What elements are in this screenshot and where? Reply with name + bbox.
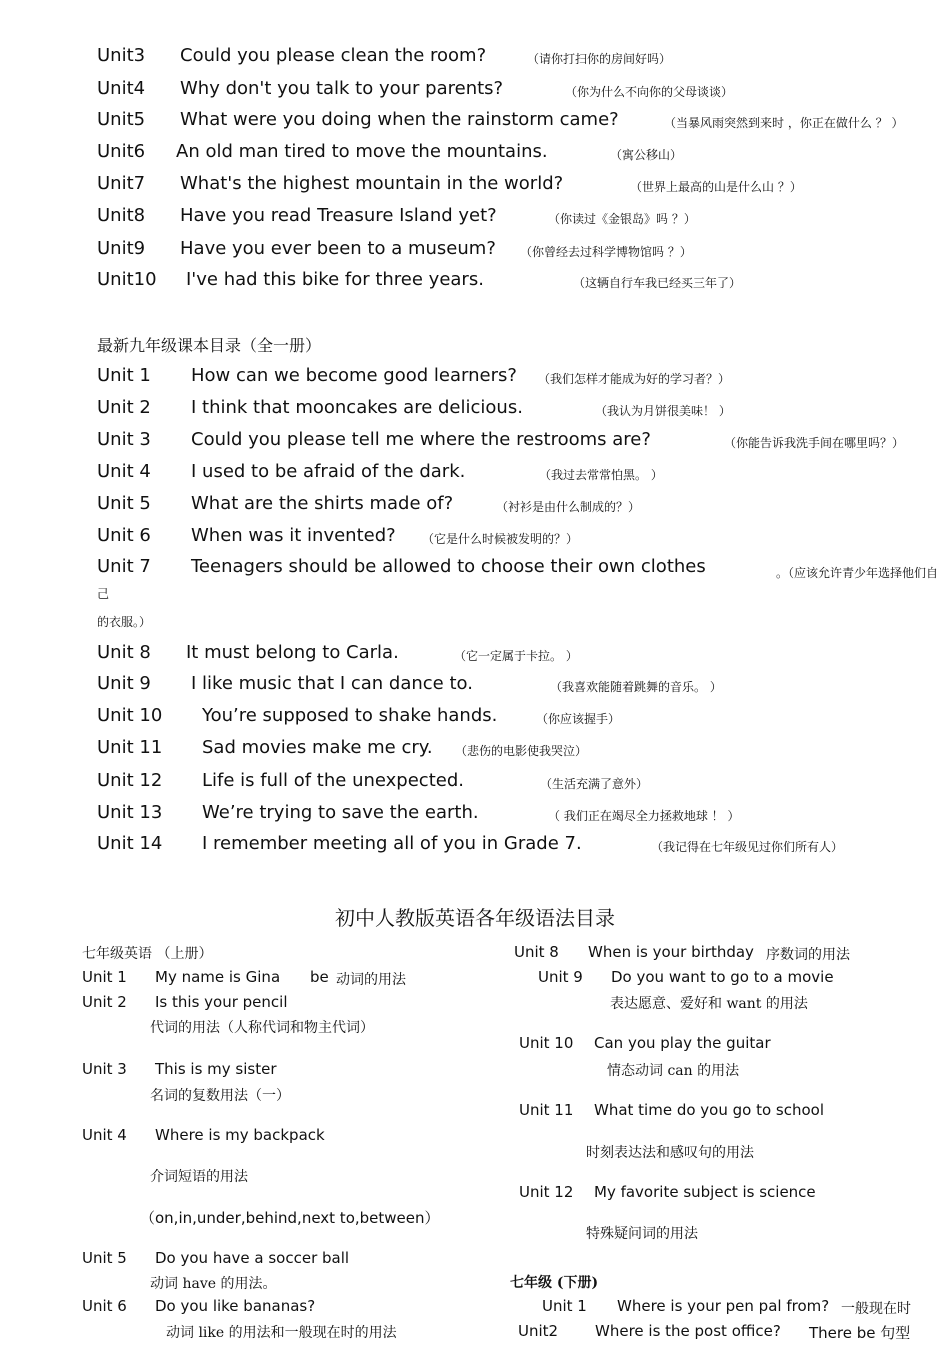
unit-translation: （生活充满了意外） — [540, 777, 649, 791]
list-item: Unit 2 — [97, 397, 151, 418]
unit-title: Have you ever been to a museum? — [180, 238, 496, 259]
list-item: Unit 8 — [97, 642, 151, 663]
grammar-note: 情态动词 can 的用法 — [607, 1063, 740, 1079]
unit-title: It must belong to Carla. — [186, 642, 399, 663]
grammar-title: 初中人教版英语各年级语法目录 — [335, 906, 615, 930]
grammar-note: 代词的用法（人称代词和物主代词） — [150, 1020, 374, 1036]
unit-title: My name is Gina — [155, 968, 281, 986]
list-item: Unit3 — [97, 45, 146, 66]
unit-title: Could you please clean the room? — [180, 45, 487, 66]
list-item: Unit 5 — [97, 493, 151, 514]
unit-translation: （ 我们正在竭尽全力拯救地球 ！ ） — [548, 809, 740, 823]
list-item: Unit 1 — [82, 968, 127, 986]
unit-translation: （悲伤的电影使我哭泣） — [455, 744, 588, 758]
unit-title: I like music that I can dance to. — [191, 673, 473, 694]
unit-translation: （你为什么不向你的父母谈谈） — [565, 85, 734, 99]
unit-title: What were you doing when the rainstorm came? — [180, 109, 619, 130]
unit-title: I've had this bike for three years. — [186, 269, 484, 290]
unit-translation: （请你打扫你的房间好吗） — [527, 52, 672, 66]
unit-title: I think that mooncakes are delicious. — [191, 397, 523, 418]
grade7-lower-heading: 七年级 (下册) — [510, 1275, 599, 1291]
unit-title: Where is the post office? — [595, 1322, 781, 1340]
grammar-note: 名词的复数用法（一） — [150, 1088, 290, 1104]
unit-title: I used to be afraid of the dark. — [191, 461, 466, 482]
list-item: Unit 2 — [82, 993, 127, 1011]
unit-title: Sad movies make me cry. — [202, 737, 433, 758]
unit-translation: （它是什么时候被发明的？） — [422, 532, 579, 546]
unit-title: You’re supposed to shake hands. — [202, 705, 498, 726]
grammar-note: There be 句型 — [809, 1324, 911, 1342]
unit-title: When is your birthday — [588, 943, 754, 961]
unit-translation: （它一定属于卡拉。 ） — [454, 649, 578, 663]
unit-title: I remember meeting all of you in Grade 7. — [202, 833, 582, 854]
unit-title: This is my sister — [155, 1060, 277, 1078]
unit-translation: （我们怎样才能成为好的学习者？） — [538, 372, 731, 386]
unit-translation: （当暴风雨突然到来时 ，你正在做什么 ？ ） — [664, 116, 904, 130]
list-item: Unit 14 — [97, 833, 163, 854]
list-item: Unit 9 — [97, 673, 151, 694]
list-item: Unit 11 — [97, 737, 163, 758]
grammar-note: 动词 like 的用法和一般现在时的用法 — [166, 1325, 397, 1341]
list-item: Unit7 — [97, 173, 146, 194]
unit-title: Where is my backpack — [155, 1126, 325, 1144]
grade7-upper-heading: 七年级英语 （上册） — [82, 946, 213, 962]
unit-translation-cont: 的衣服。） — [97, 615, 152, 629]
unit-translation: （我过去常常怕黑。 ） — [539, 468, 663, 482]
list-item: Unit 10 — [97, 705, 163, 726]
unit-title: Do you like bananas? — [155, 1297, 316, 1315]
unit-title: Why don't you talk to your parents? — [180, 78, 504, 99]
unit-title: Do you want to go to a movie — [611, 968, 834, 986]
list-item: Unit8 — [97, 205, 146, 226]
unit-translation: （寓公移山） — [610, 148, 683, 162]
list-item: Unit9 — [97, 238, 146, 259]
unit-translation: （你曾经去过科学博物馆吗 ？） — [520, 245, 692, 259]
unit-title: Could you please tell me where the restrooms are? — [191, 429, 651, 450]
list-item: Unit 6 — [82, 1297, 127, 1315]
unit-translation: （你应该握手） — [536, 712, 621, 726]
grammar-note-en: be — [310, 968, 329, 986]
grammar-note: 特殊疑问词的用法 — [586, 1226, 698, 1242]
list-item: Unit 12 — [519, 1183, 574, 1201]
list-item: Unit 1 — [97, 365, 151, 386]
unit-title: Life is full of the unexpected. — [202, 770, 464, 791]
unit-title: How can we become good learners? — [191, 365, 517, 386]
unit-title: Teenagers should be allowed to choose their own clothes — [191, 556, 706, 577]
unit-title: What time do you go to school — [594, 1101, 825, 1119]
grammar-note: 动词 have 的用法。 — [150, 1276, 277, 1292]
unit-title: My favorite subject is science — [594, 1183, 816, 1201]
list-item: Unit10 — [97, 269, 157, 290]
list-item: Unit6 — [97, 141, 146, 162]
grammar-note: 一般现在时 — [841, 1301, 911, 1317]
list-item: Unit2 — [518, 1322, 559, 1340]
list-item: Unit 3 — [97, 429, 151, 450]
unit-translation: （你读过《金银岛》吗 ？） — [548, 212, 696, 226]
list-item: Unit 7 — [97, 556, 151, 577]
unit-title: What's the highest mountain in the world? — [180, 173, 564, 194]
unit-title: We’re trying to save the earth. — [202, 802, 479, 823]
unit-title: Do you have a soccer ball — [155, 1249, 350, 1267]
grammar-note-examples: （on,in,under,behind,next to,between） — [140, 1209, 440, 1227]
list-item: Unit 10 — [519, 1034, 574, 1052]
grade9-heading: 最新九年级课本目录（全一册） — [97, 336, 322, 355]
list-item: Unit 6 — [97, 525, 151, 546]
list-item: Unit4 — [97, 78, 146, 99]
unit-title: Can you play the guitar — [594, 1034, 771, 1052]
list-item: Unit 3 — [82, 1060, 127, 1078]
unit-title: An old man tired to move the mountains. — [176, 141, 548, 162]
unit-translation: 。（应该允许青少年选择他们自 — [776, 566, 939, 580]
list-item: Unit5 — [97, 109, 146, 130]
unit-title: Where is your pen pal from? — [617, 1297, 830, 1315]
unit-title: When was it invented? — [191, 525, 396, 546]
list-item: Unit 9 — [538, 968, 583, 986]
unit-title: Is this your pencil — [155, 993, 288, 1011]
unit-translation: （我认为月饼很美味！ ） — [595, 404, 731, 418]
list-item: Unit 4 — [97, 461, 151, 482]
unit-translation: （这辆自行车我已经买三年了） — [573, 276, 742, 290]
list-item: Unit 4 — [82, 1126, 127, 1144]
unit-translation: （世界上最高的山是什么山 ？） — [630, 180, 802, 194]
unit-title: What are the shirts made of? — [191, 493, 454, 514]
grammar-note: 介词短语的用法 — [150, 1169, 248, 1185]
unit-title: Have you read Treasure Island yet? — [180, 205, 497, 226]
unit-translation-cont: 己 — [97, 587, 110, 601]
list-item: Unit 1 — [542, 1297, 587, 1315]
list-item: Unit 5 — [82, 1249, 127, 1267]
grammar-note: 表达愿意、爱好和 want 的用法 — [610, 996, 808, 1012]
grammar-note: 序数词的用法 — [766, 947, 850, 963]
list-item: Unit 12 — [97, 770, 163, 791]
unit-translation: （你能告诉我洗手间在哪里吗？） — [724, 436, 905, 450]
unit-translation: （我喜欢能随着跳舞的音乐。 ） — [550, 680, 722, 694]
list-item: Unit 11 — [519, 1101, 574, 1119]
list-item: Unit 13 — [97, 802, 163, 823]
unit-translation: （衬衫是由什么制成的？） — [496, 500, 641, 514]
grammar-note: 时刻表达法和感叹句的用法 — [586, 1145, 754, 1161]
unit-translation: （我记得在七年级见过你们所有人） — [651, 840, 844, 854]
list-item: Unit 8 — [514, 943, 559, 961]
grammar-note: 动词的用法 — [336, 972, 406, 988]
